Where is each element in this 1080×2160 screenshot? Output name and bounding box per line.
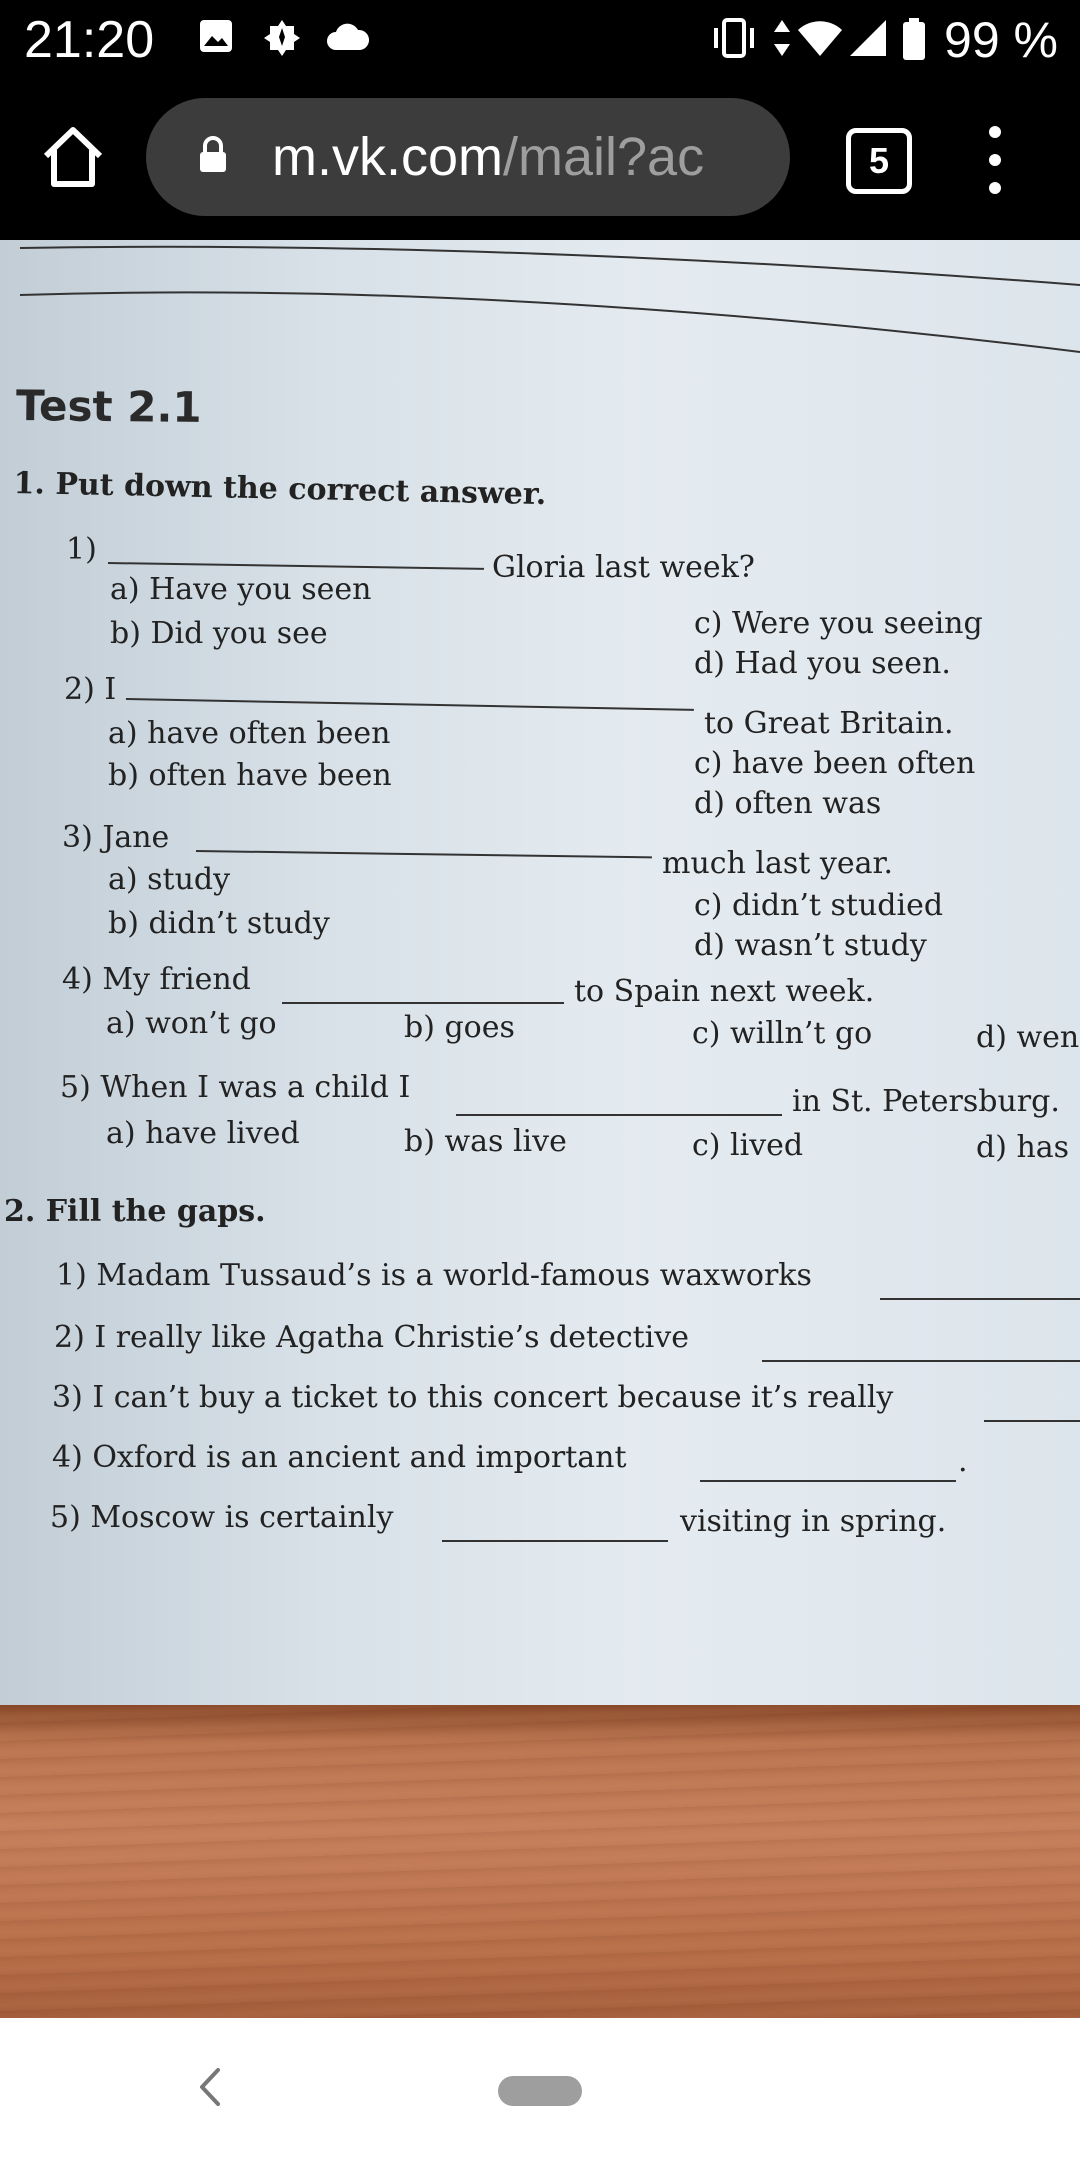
question-2-option-c: c) have been often — [694, 746, 976, 781]
url-path: /mail?ac — [503, 127, 705, 187]
gap-blank-5 — [442, 1540, 668, 1542]
answer-blank-1 — [108, 562, 484, 570]
gap-blank-2 — [762, 1360, 1080, 1362]
gap-item-3: 3) I can’t buy a ticket to this concert because it’s really — [52, 1380, 894, 1415]
gap-blank-1 — [880, 1298, 1080, 1300]
wooden-desk — [0, 1705, 1080, 2018]
desk-grain — [0, 1705, 1080, 2018]
vibrate-icon — [712, 18, 756, 58]
question-2-option-d: d) often was — [694, 786, 882, 821]
gap-item-5: 5) Moscow is certainly — [50, 1500, 394, 1535]
status-time: 21:20 — [24, 11, 155, 69]
answer-blank-5 — [456, 1114, 782, 1116]
question-2-text: to Great Britain. — [704, 706, 954, 741]
answer-blank-3 — [196, 850, 652, 858]
question-1-option-c: c) Were you seeing — [694, 606, 983, 641]
question-3-option-a: a) study — [108, 862, 231, 897]
gap-item-1: 1) Madam Tussaud’s is a world-famous waxworks — [56, 1258, 812, 1293]
status-bar — [0, 0, 1080, 80]
gap-item-4: 4) Oxford is an ancient and important — [52, 1440, 627, 1475]
question-1-option-d: d) Had you seen. — [694, 646, 951, 681]
home-icon[interactable] — [38, 122, 108, 192]
question-5-option-b: b) was live — [404, 1124, 567, 1159]
question-4-text: to Spain next week. — [574, 974, 875, 1009]
lock-icon — [198, 136, 228, 174]
question-4-option-a: a) won’t go — [106, 1006, 277, 1041]
address-bar[interactable] — [146, 98, 790, 216]
question-5-text: in St. Petersburg. — [792, 1084, 1060, 1119]
wifi-icon — [796, 18, 844, 58]
question-5-number: 5) When I was a child I — [60, 1070, 411, 1105]
question-2-option-b: b) often have been — [108, 758, 392, 793]
worksheet-paper — [0, 240, 1080, 1705]
section1-heading: 1. Put down the correct answer. — [13, 466, 547, 513]
question-1-option-b: b) Did you see — [110, 616, 328, 651]
battery-icon — [902, 18, 926, 60]
image-icon — [198, 18, 234, 54]
question-4-option-c: c) willn’t go — [692, 1016, 873, 1051]
question-2-option-a: a) have often been — [108, 716, 391, 751]
question-4-option-d: d) wen — [976, 1020, 1080, 1055]
cloud-icon — [326, 22, 370, 52]
notification-icon — [262, 18, 302, 58]
question-1-text: Gloria last week? — [492, 550, 755, 585]
page-top-lines — [0, 240, 1080, 360]
question-3-number: 3) Jane — [62, 820, 170, 855]
question-4-option-b: b) goes — [404, 1010, 515, 1045]
data-arrows-icon — [772, 18, 792, 58]
question-2-number: 2) I — [64, 672, 117, 707]
back-icon[interactable] — [190, 2062, 230, 2112]
question-1-number: 1) — [66, 532, 97, 567]
tab-switcher-button[interactable]: 5 — [846, 128, 912, 194]
test-title: Test 2.1 — [15, 381, 202, 432]
question-4-number: 4) My friend — [62, 962, 251, 997]
gap-blank-3 — [984, 1420, 1080, 1422]
battery-percentage: 99 % — [944, 12, 1058, 68]
question-3-option-d: d) wasn’t study — [694, 928, 927, 963]
url-text — [272, 124, 704, 190]
menu-dots-icon[interactable] — [980, 120, 1010, 200]
signal-icon — [848, 18, 888, 58]
question-3-option-c: c) didn’t studied — [694, 888, 944, 923]
question-3-option-b: b) didn’t study — [108, 906, 330, 941]
navigation-bar — [0, 2018, 1080, 2160]
answer-blank-2 — [126, 698, 694, 711]
question-3-text: much last year. — [662, 846, 894, 881]
gap-blank-4 — [700, 1480, 956, 1482]
question-5-option-c: c) lived — [692, 1128, 804, 1163]
photo-content — [0, 240, 1080, 2018]
question-5-option-a: a) have lived — [106, 1116, 300, 1151]
section2-heading: 2. Fill the gaps. — [4, 1194, 266, 1229]
home-pill[interactable] — [498, 2076, 582, 2106]
question-5-option-d: d) has — [976, 1130, 1070, 1165]
question-1-option-a: a) Have you seen — [110, 572, 372, 607]
answer-blank-4 — [282, 1002, 564, 1004]
gap-item-2: 2) I really like Agatha Christie’s detective — [54, 1320, 689, 1355]
url-domain: m.vk.com — [272, 127, 504, 187]
gap-item-4-after: . — [958, 1444, 968, 1479]
browser-toolbar — [0, 80, 1080, 240]
gap-item-5-after: visiting in spring. — [680, 1504, 947, 1539]
